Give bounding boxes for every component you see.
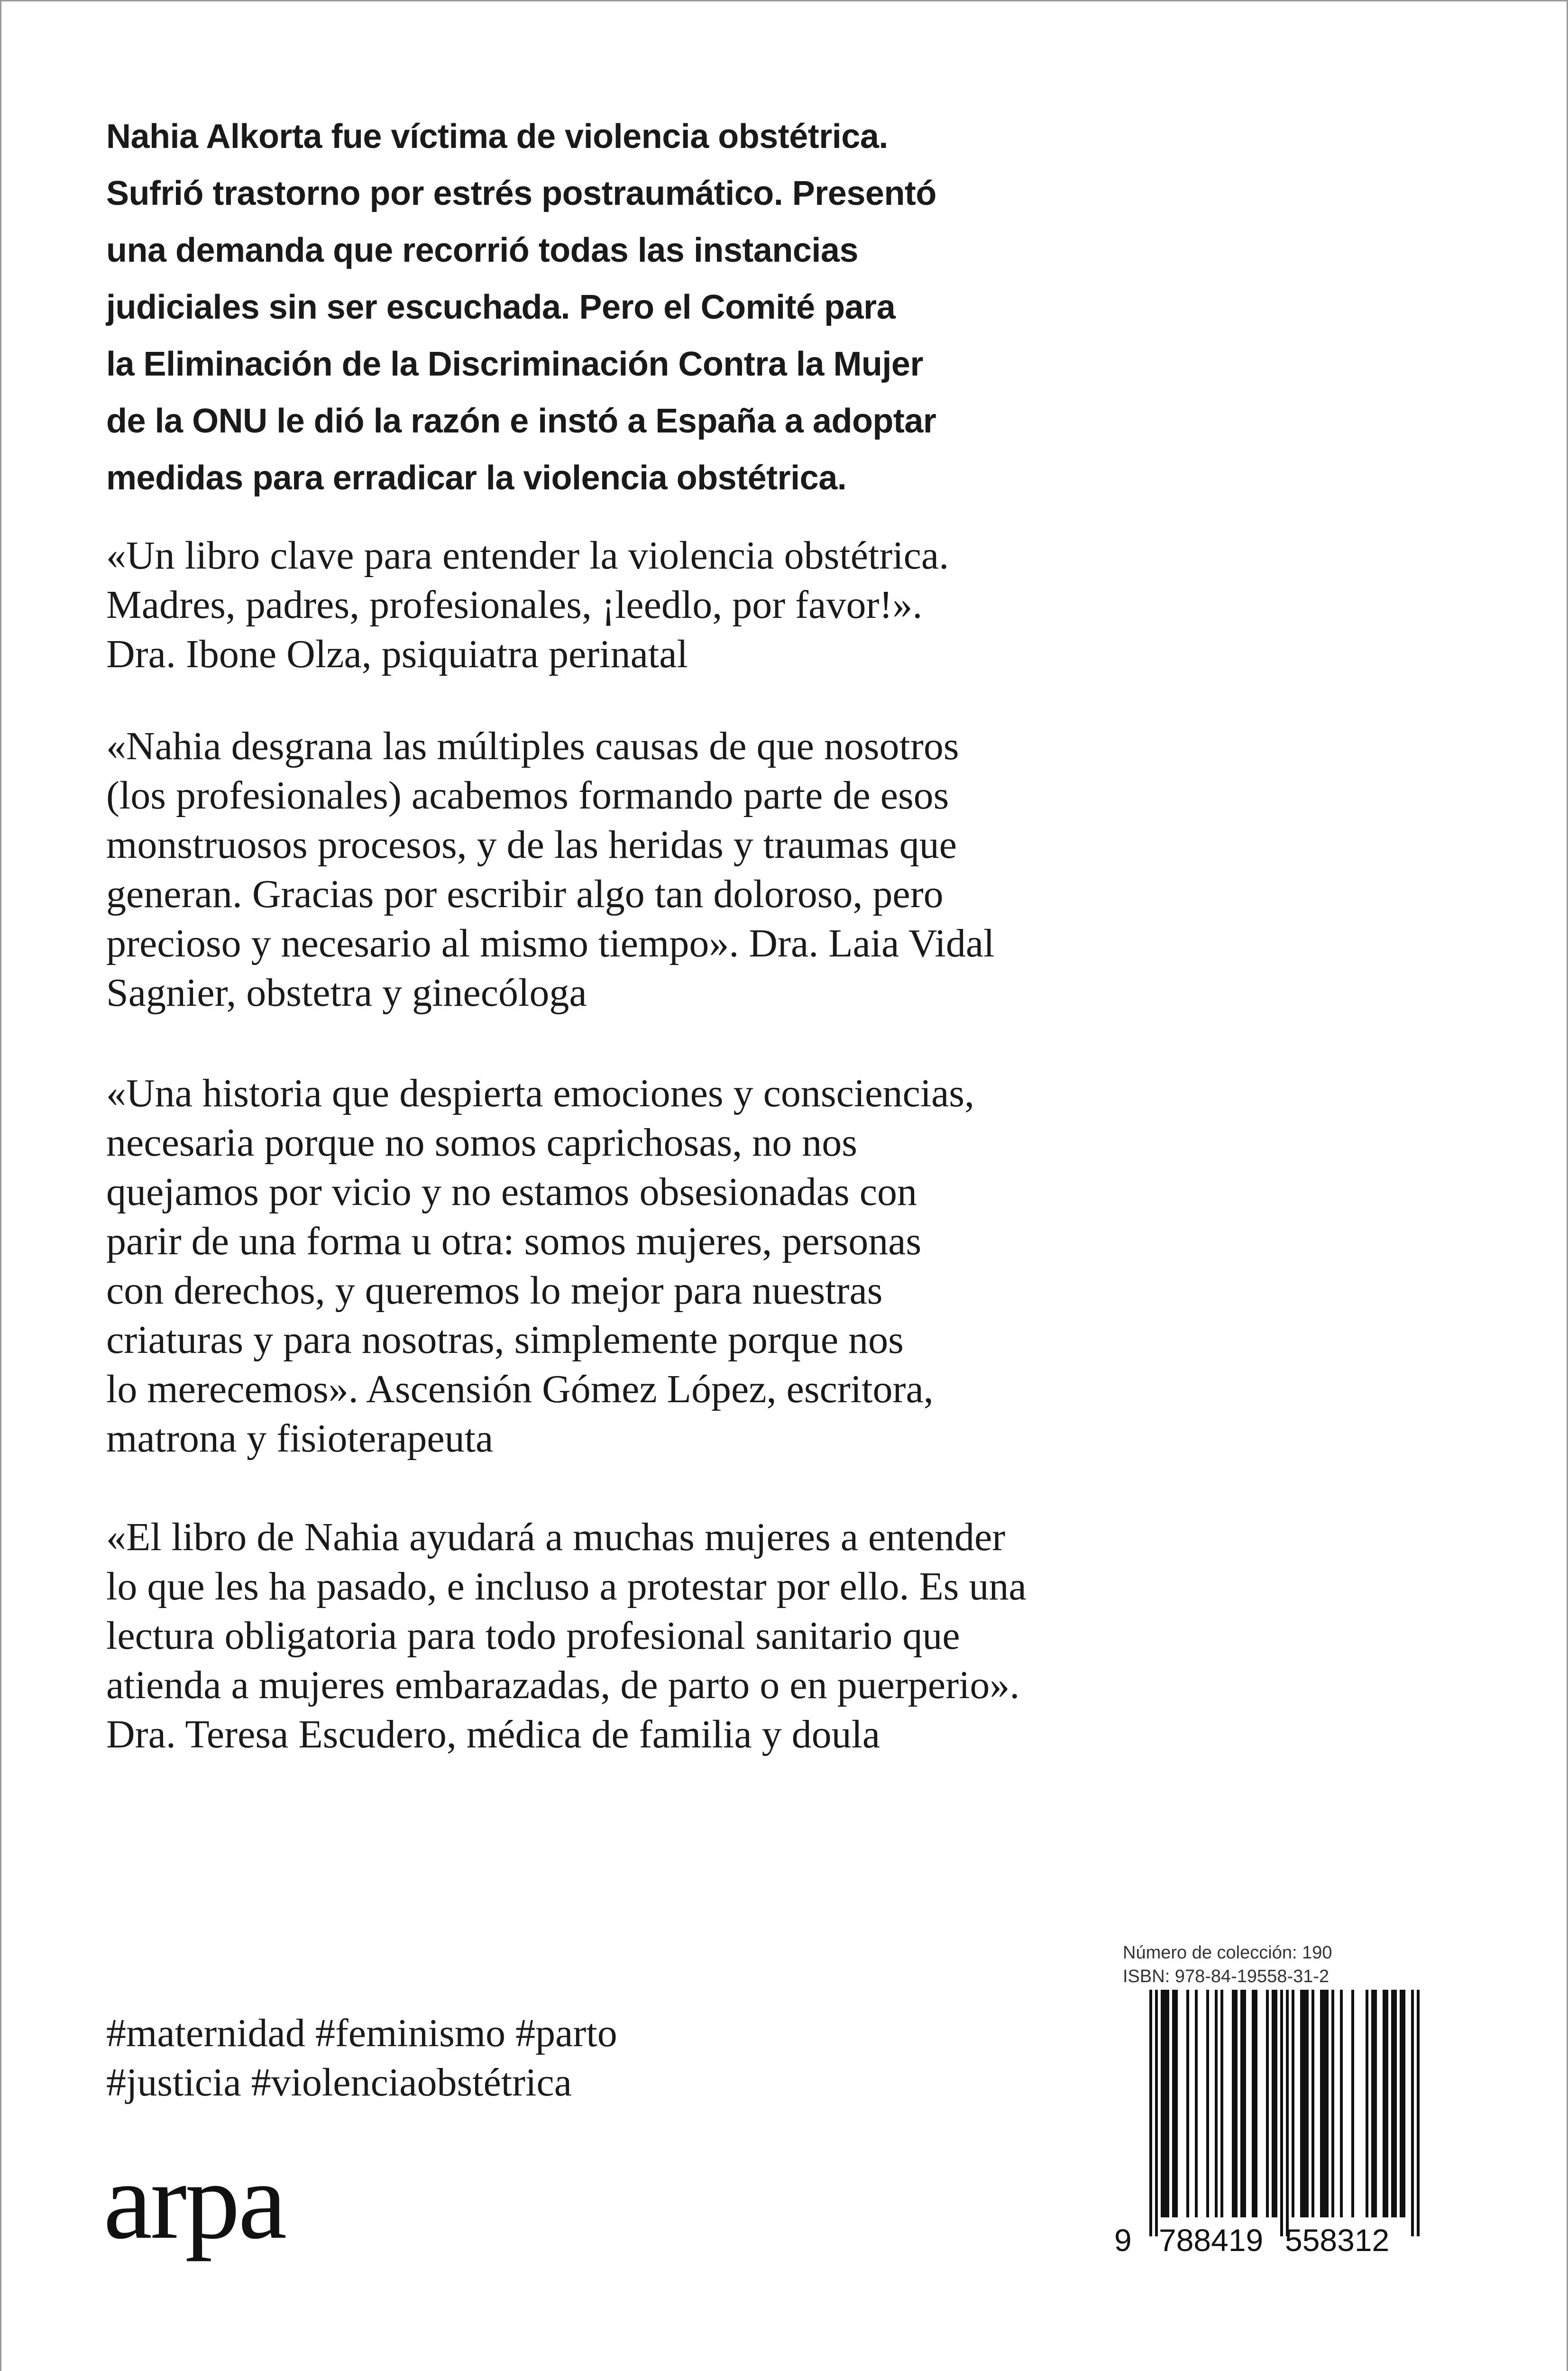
quote-line: lo que les ha pasado, e incluso a protestar por ello. Es una <box>106 1564 1027 1608</box>
quote-line: generan. Gracias por escribir algo tan doloroso, pero <box>106 872 944 916</box>
barcode-bar <box>1255 1990 1257 2217</box>
barcode-bar <box>1374 1990 1377 2217</box>
quote-line: matrona y fisioterapeuta <box>106 1416 494 1461</box>
quote-line: «Un libro clave para entender la violencia obstétrica. <box>106 533 949 578</box>
barcode-bar <box>1351 1990 1354 2217</box>
barcode-bar <box>1220 1990 1223 2217</box>
quote-line: Dra. Ibone Olza, psiquiatra perinatal <box>106 632 688 676</box>
publisher-logo: arpa <box>103 2140 285 2262</box>
barcode-bar <box>1243 1990 1246 2217</box>
blurb-line: Sufrió trastorno por estrés postraumático. Presentó <box>106 175 936 212</box>
barcode-bar <box>1303 1990 1306 2217</box>
isbn-text: ISBN: 978-84-19558-31-2 <box>1123 1967 1330 1986</box>
barcode-digit-left-group: 788419 <box>1159 2223 1264 2258</box>
barcode-icon <box>1113 1990 1421 2236</box>
barcode-guard-bar <box>1286 1990 1289 2236</box>
quote-line: parir de una forma u otra: somos mujeres, personas <box>106 1219 922 1263</box>
barcode-bar <box>1403 1990 1405 2217</box>
synopsis-blurb <box>106 108 1363 506</box>
quote-line: Sagnier, obstetra y ginecóloga <box>106 971 587 1015</box>
quote-line: Dra. Teresa Escudero, médica de familia y doula <box>106 1712 880 1756</box>
barcode-bar <box>1195 1990 1198 2217</box>
quote-line: quejamos por vicio y no estamos obsesionadas con <box>106 1170 917 1214</box>
barcode-bar <box>1391 1990 1394 2217</box>
barcode-bar <box>1320 1990 1323 2217</box>
barcode-bar <box>1311 1990 1314 2217</box>
hashtag-line: #justicia #violenciaobstétrica <box>106 2060 572 2104</box>
barcode-bar <box>1300 1990 1303 2217</box>
quote-line: «El libro de Nahia ayudará a muchas mujeres a entender <box>106 1515 1006 1559</box>
barcode-bar <box>1306 1990 1309 2217</box>
barcode-bar <box>1275 1990 1277 2217</box>
barcode-bar <box>1340 1990 1343 2217</box>
barcode-bar <box>1166 1990 1169 2217</box>
barcode-bar <box>1366 1990 1368 2217</box>
barcode-bar <box>1232 1990 1235 2217</box>
barcode-bar <box>1164 1990 1166 2217</box>
barcode-bar <box>1235 1990 1238 2217</box>
barcode-guard-bar <box>1280 1990 1283 2236</box>
barcode-guard-bar <box>1155 1990 1158 2236</box>
blurb-line: una demanda que recorrió todas las instancias <box>106 231 859 269</box>
quote-line: lo merecemos». Ascensión Gómez López, escritora, <box>106 1367 934 1411</box>
barcode-bar <box>1252 1990 1255 2217</box>
review-quote-olza <box>106 531 1410 679</box>
barcode-panel <box>1113 1938 1421 2285</box>
blurb-line: de la ONU le dió la razón e instó a España a adoptar <box>106 402 936 440</box>
quote-line: monstruosos procesos, y de las heridas y traumas que <box>106 823 957 867</box>
blurb-line: Nahia Alkorta fue víctima de violencia obstétrica. <box>106 118 888 156</box>
blurb-line: medidas para erradicar la violencia obstétrica. <box>106 459 847 497</box>
barcode-bar <box>1206 1990 1209 2217</box>
barcode-digits <box>1113 2221 1421 2259</box>
barcode-bar <box>1266 1990 1269 2217</box>
barcode-bar <box>1394 1990 1397 2217</box>
barcode-bar <box>1215 1990 1218 2217</box>
barcode-digit-prefix: 9 <box>1114 2223 1132 2258</box>
barcode-bar <box>1172 1990 1175 2217</box>
hashtag-line: #maternidad #feminismo #parto <box>106 2011 617 2055</box>
barcode-bar <box>1186 1990 1189 2217</box>
collection-number: Número de colección: 190 <box>1123 1943 1332 1963</box>
quote-line: Madres, padres, profesionales, ¡leedlo, por favor!». <box>106 583 923 627</box>
barcode-bar <box>1240 1990 1243 2217</box>
barcode-guard-bar <box>1417 1990 1420 2236</box>
barcode-bar <box>1175 1990 1178 2217</box>
quote-line: precioso y necesario al mismo tiempo». Dra. Laia Vidal <box>106 921 995 965</box>
barcode-bar <box>1292 1990 1294 2217</box>
barcode-bar <box>1161 1990 1164 2217</box>
barcode-guard-bar <box>1411 1990 1414 2236</box>
quote-line: criaturas y para nosotras, simplemente porque nos <box>106 1318 904 1362</box>
quote-line: lectura obligatoria para todo profesional sanitario que <box>106 1614 960 1658</box>
blurb-line: la Eliminación de la Discriminación Contra la Mujer <box>106 345 923 383</box>
barcode-bar <box>1326 1990 1329 2217</box>
barcode-bar <box>1331 1990 1334 2217</box>
barcode-bar <box>1272 1990 1275 2217</box>
barcode-bar <box>1383 1990 1385 2217</box>
barcode-guard-bar <box>1149 1990 1152 2236</box>
barcode-digit-right-group: 558312 <box>1285 2223 1390 2258</box>
quote-line: atienda a mujeres embarazadas, de parto o en puerperio». <box>106 1663 1020 1707</box>
barcode-bar <box>1385 1990 1388 2217</box>
barcode-bar <box>1371 1990 1374 2217</box>
barcode-bar <box>1400 1990 1403 2217</box>
review-quote-escudero <box>106 1513 1410 1759</box>
review-quote-vidal <box>106 722 1410 1018</box>
blurb-line: judiciales sin ser escuchada. Pero el Comité para <box>106 288 896 326</box>
quote-line: con derechos, y queremos lo mejor para nuestras <box>106 1268 883 1313</box>
hashtags <box>106 2009 617 2107</box>
review-quote-gomez <box>106 1069 1410 1463</box>
quote-line: (los profesionales) acabemos formando parte de esos <box>106 773 949 818</box>
quote-line: «Nahia desgrana las múltiples causas de que nosotros <box>106 724 959 768</box>
quote-line: «Una historia que despierta emociones y consciencias, <box>106 1071 975 1115</box>
quote-line: necesaria porque no somos caprichosas, no nos <box>106 1121 857 1165</box>
barcode-bar <box>1323 1990 1326 2217</box>
